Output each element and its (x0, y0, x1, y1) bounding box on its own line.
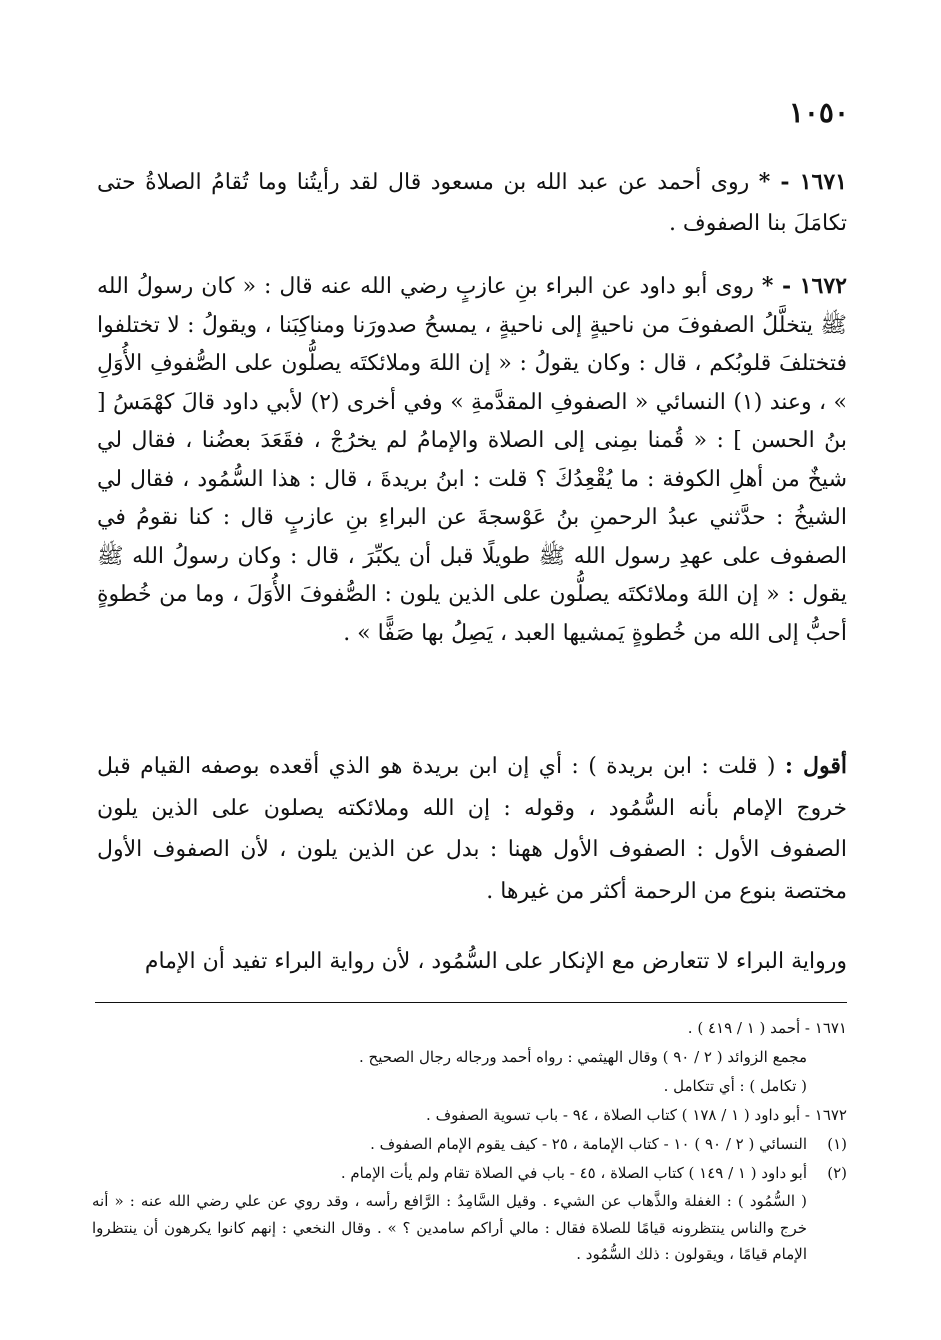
hadith-text: روى أبو داود عن البراء بنِ عازبٍ رضي الله عنه قال : « كان رسولُ الله ﷺ يتخلَّلُ الصفوفَ من ناحيةٍ إلى ناحيةٍ ، يمسحُ صدورَنا ومناكِبَنا ، ويقولُ : لا تختلفوا فتختلفَ قلوبُكم ، قال : وكان يقولُ : « إن اللهَ وملائكتَه يصلُّون على الصُّفوفِ الأُوَلِ » ، وعند (١) النسائي « الصفوفِ المقدَّمةِ » وفي أخرى (٢) لأبي داود قالَ كهْمَسُ [ بنُ الحسن ] : « قُمنا بمِنى إلى الصلاة والإمامُ لم يخرُجْ ، فقَعَدَ بعضُنا ، فقال لي شيخٌ من أهلِ الكوفة : ما يُقْعِدُكَ ؟ قلت : ابنُ بريدةَ ، قال : هذا السُّمُود ، فقال لي الشيخُ : حدَّثني عبدُ الرحمنِ بنُ عَوْسجةَ عن البراءِ بنِ عازبٍ قال : كنا نقومُ في الصفوف على عهدِ رسول الله ﷺ طويلًا قبل أن يكبِّرَ ، قال : وكان رسولُ الله ﷺ يقول : « إن اللهَ وملائكتَه يصلُّون على الذين يلون : الصُّفوفَ الأُوَلَ ، وما من خُطوةٍ أحبُّ إلى الله من خُطوةٍ يَمشيها العبد ، يَصِلُ بها صَفًّا » . (97, 274, 848, 646)
hadith-1671 (97, 162, 847, 244)
commentary-lead: أقول : (784, 753, 847, 779)
hadith-number: ١٦٧٢ - * (761, 273, 847, 299)
footnote-ref-mark: (١) (827, 1135, 847, 1153)
footnote-ref-1 (92, 1130, 847, 1159)
continuation-paragraph (97, 943, 847, 981)
footnote-ref-text: أبو داود ( ١ / ١٤٩ ) كتاب الصلاة ، ٤٥ - باب في الصلاة تقام ولم يأت الإمام . (340, 1164, 807, 1182)
commentary-text: ( قلت : ابن بريدة ) : أي إن ابن بريدة هو الذي أقعده بوصفه القيام قبل خروج الإمام بأنه السُّمُود ، وقوله : إن الله وملائكته يصلون على الذين يلون الصفوف الأول : الصفوف الأول ههنا : بدل عن الذين يلون ، لأن الصفوف الأول مختصة بنوع من الرحمة أكثر من غيرها . (97, 754, 847, 904)
commentary (97, 746, 847, 912)
hadith-text: روى أحمد عن عبد الله بن مسعود قال لقد رأيتُنا وما تُقامُ الصلاةُ حتى تكامَلَ بنا الصفوف . (97, 170, 847, 236)
continuation-text: ورواية البراء لا تتعارض مع الإنكار على السُّمُود ، لأن رواية البراء تفيد أن الإمام (144, 949, 847, 974)
hadith-number: ١٦٧١ - * (758, 169, 847, 195)
footnote-ref-text: النسائي ( ٢ / ٩٠ ) ١٠ - كتاب الإمامة ، ٢٥ - كيف يقوم الإمام الصفوف . (370, 1135, 807, 1153)
footnotes (92, 1014, 847, 1268)
footnote-ref-mark: (٢) (827, 1164, 847, 1182)
footnote-separator (95, 1002, 847, 1003)
footnote-ref-2 (92, 1159, 847, 1188)
footnote-1671-gloss: ( تكامل ) : أي تتكامل . (663, 1077, 807, 1095)
page-number: ١٠٥٠ (788, 96, 849, 129)
footnote-gloss-sumud: ( السُّمُود ) : الغفلة والذَّهاب عن الشيء . وقيل السَّامِدُ : الرَّافع رأسه ، وقد روي عن علي رضي الله عنه : « أنه خرج والناس ينتظرونه قيامًا للصلاة فقال : مالي أراكم سامدين ؟ » . وقال النخعي : إنهم كانوا يكرهون أن ينتظروا الإمام قيامًا ، ويقولون : ذلك السُّمُود . (92, 1192, 807, 1263)
hadith-1672 (97, 267, 847, 653)
footnote-1671-zawaid: مجمع الزوائد ( ٢ / ٩٠ ) وقال الهيثمي : رواه أحمد ورجاله رجال الصحيح . (359, 1048, 807, 1066)
footnote-1671: ١٦٧١ - أحمد ( ١ / ٤١٩ ) . (687, 1019, 847, 1037)
footnote-1672: ١٦٧٢ - أبو داود ( ١ / ١٧٨ ) كتاب الصلاة ، ٩٤ - باب تسوية الصفوف . (426, 1106, 847, 1124)
